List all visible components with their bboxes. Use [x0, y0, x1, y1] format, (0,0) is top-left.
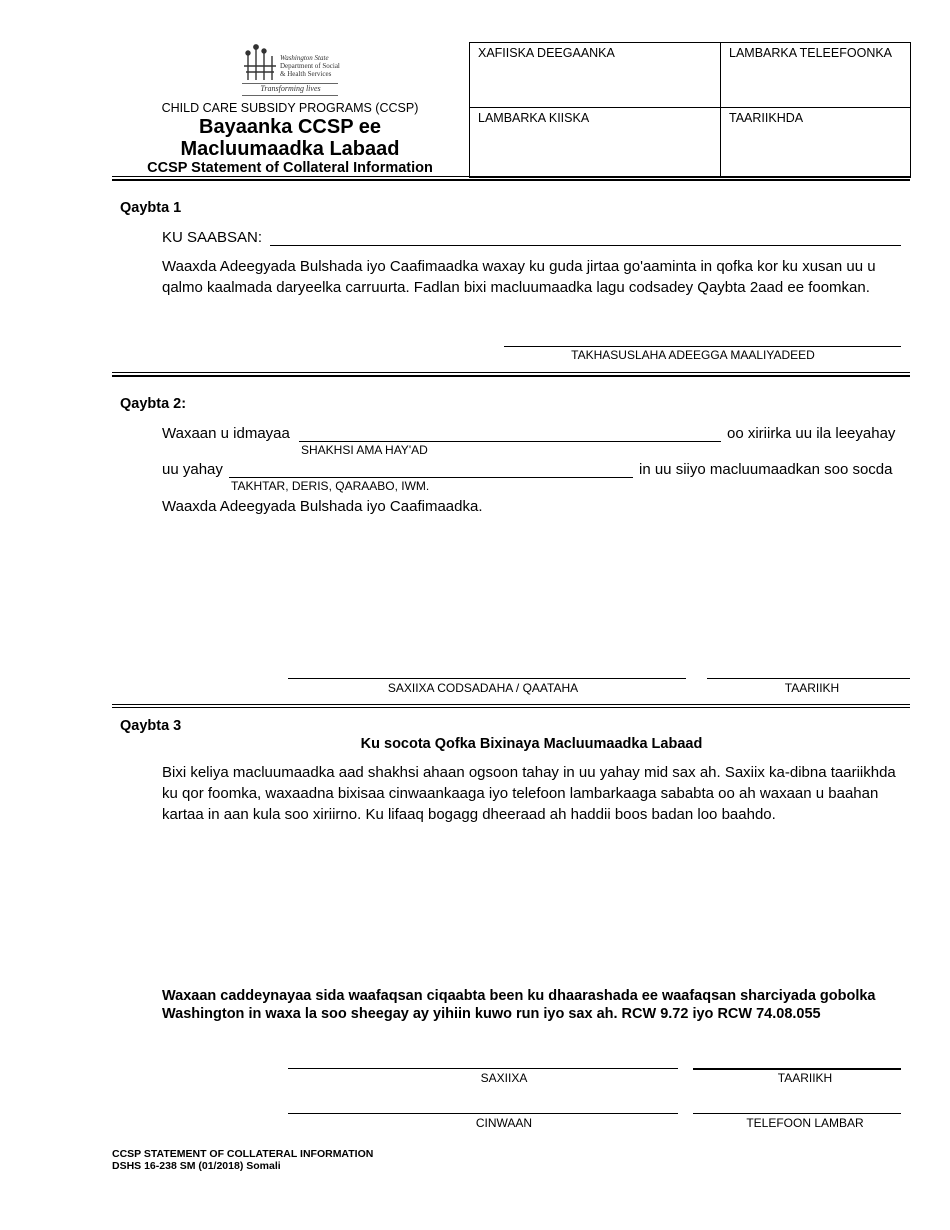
- address-caption: CINWAAN: [475, 1116, 533, 1130]
- phone-label: LAMBARKA TELEEFOONKA: [729, 46, 893, 60]
- about-input[interactable]: [270, 227, 901, 246]
- case-number-label: LAMBARKA KIISKA: [478, 111, 590, 125]
- form-title-line2: Macluumaadka Labaad: [180, 138, 400, 160]
- authorize-suffix: oo xiriirka uu ila leeyahay: [727, 425, 896, 442]
- date-field[interactable]: [721, 108, 909, 176]
- specialist-signature-caption: TAKHASUSLAHA ADEEGGA MAALIYADEED: [571, 348, 815, 362]
- logo-state: Washington State: [280, 54, 329, 62]
- section-1-heading: Qaybta 1: [120, 200, 182, 216]
- logo-line1: Department of Social: [280, 62, 340, 70]
- form-title-line1: Bayaanka CCSP ee: [199, 116, 381, 138]
- logo-tagline: Transforming lives: [260, 84, 321, 93]
- relationship-suffix: in uu siiyo macluumaadkan soo socda: [639, 461, 893, 478]
- specialist-signature-line[interactable]: [504, 346, 901, 347]
- phone-field[interactable]: [721, 43, 909, 106]
- relationship-input[interactable]: [229, 459, 633, 478]
- authorize-prefix: Waxaan u idmayaa: [162, 425, 290, 442]
- about-label: KU SAABSAN:: [162, 229, 263, 246]
- program-name: CHILD CARE SUBSIDY PROGRAMS (CCSP): [161, 101, 419, 115]
- office-label: XAFIISKA DEEGAANKA: [478, 46, 615, 60]
- dshs-logo: [238, 44, 343, 96]
- provider-date-line[interactable]: [693, 1068, 901, 1070]
- section-3-heading: Qaybta 3: [120, 718, 182, 734]
- section-1-paragraph: Waaxda Adeegyada Bulshada iyo Caafimaadka waxay ku guda jirtaa go'aaminta in qofka kor ku xusan uu u qalmo kaalmada daryeelka carruurta. Fadlan bixi macluumaadka lagu codsadey Qaybta 2aad ee foomkan.: [162, 258, 876, 296]
- address-line[interactable]: [288, 1113, 678, 1114]
- footer-form-number: DSHS 16-238 SM (01/2018) Somali: [112, 1160, 281, 1172]
- case-number-field[interactable]: [470, 108, 719, 176]
- provider-signature-line[interactable]: [288, 1068, 678, 1069]
- department-text: Waaxda Adeegyada Bulshada iyo Caafimaadka.: [162, 498, 483, 515]
- applicant-signature-caption: SAXIIXA CODSADAHA / QAATAHA: [387, 681, 579, 695]
- section-2-divider: [112, 704, 910, 705]
- date-label: TAARIIKHDA: [729, 111, 804, 125]
- applicant-signature-line[interactable]: [288, 678, 686, 679]
- provider-date-caption: TAARIIKH: [777, 1071, 833, 1085]
- relationship-caption: TAKHTAR, DERIS, QARAABO, IWM.: [231, 479, 430, 493]
- person-agency-input[interactable]: [299, 423, 721, 442]
- office-field[interactable]: [470, 43, 719, 106]
- relationship-prefix: uu yahay: [162, 461, 223, 478]
- person-agency-caption: SHAKHSI AMA HAY'AD: [301, 443, 428, 457]
- footer-form-name: CCSP STATEMENT OF COLLATERAL INFORMATION: [112, 1148, 374, 1160]
- phone-number-caption: TELEFOON LAMBAR: [746, 1116, 864, 1130]
- section-2-heading: Qaybta 2:: [120, 396, 187, 412]
- section-3-subheading: Ku socota Qofka Bixinaya Macluumaadka Labaad: [360, 736, 703, 752]
- dshs-emblem-icon: [242, 44, 278, 82]
- phone-number-line[interactable]: [693, 1113, 901, 1114]
- form-subtitle: CCSP Statement of Collateral Information: [147, 160, 433, 176]
- section-2-date-line[interactable]: [707, 678, 910, 679]
- section-3-paragraph: Bixi keliya macluumaadka aad shakhsi ahaan ogsoon tahay in uu yahay mid sax ah. Saxiix ka-dibna taariikhda ku qor foomka, waxaadna bixisaa cinwaankaaga iyo telefoon lambarkaaga sababta oo ah waxaan u baahan kartaa in aan kula soo xiriirno. Ku lifaaq bogagg dheeraad ah haddii boos badan loo baahdo.: [162, 764, 896, 823]
- section-2-date-caption: TAARIIKH: [784, 681, 840, 695]
- logo-line2: & Health Services: [280, 70, 332, 78]
- provider-signature-caption: SAXIIXA: [480, 1071, 528, 1085]
- declaration-text: Waxaan caddeynayaa sida waafaqsan ciqaabta been ku dhaarashada ee waafaqsan sharciyada gobolka Washington in waxa la soo sheegay ay yihiin kuwo run iyo sax ah. RCW 9.72 iyo RCW 74.08.055: [162, 988, 876, 1022]
- header-divider: [112, 176, 910, 177]
- section-1-divider: [112, 372, 910, 373]
